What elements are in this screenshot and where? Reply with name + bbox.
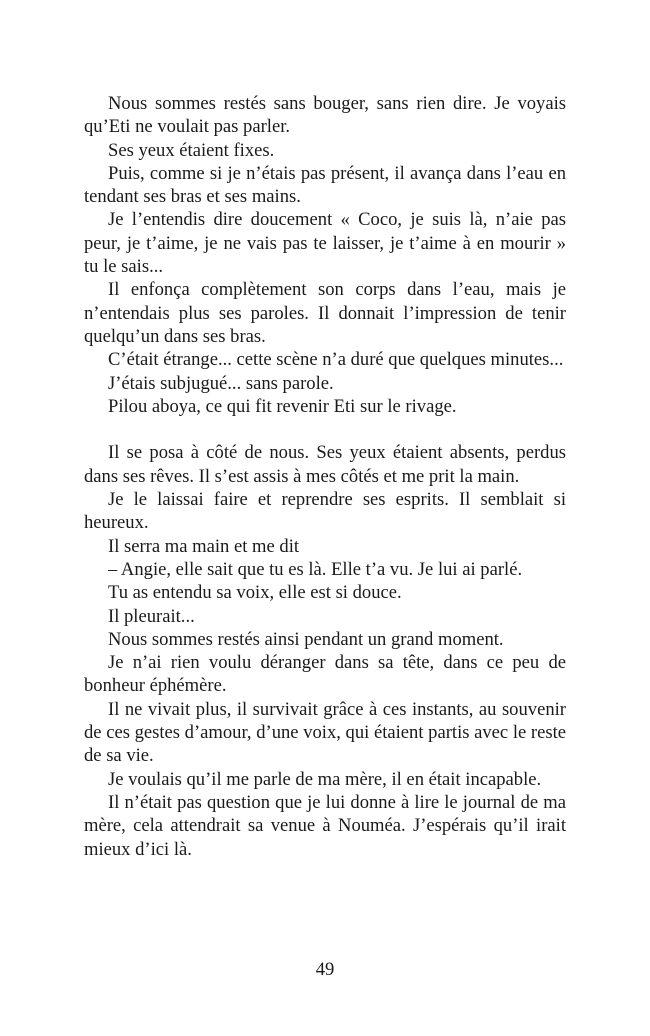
paragraph: Tu as entendu sa voix, elle est si douce. (108, 582, 402, 604)
paragraph: Je l’entendis dire doucement « Coco, je suis là, n’aie pas peur, je t’aime, je ne vais pas te laisser, je t’aime à en mourir » tu le sais... (84, 209, 566, 278)
paragraph: Je n’ai rien voulu déranger dans sa tête, dans ce peu de bonheur éphémère. (84, 652, 566, 697)
paragraph: – Angie, elle sait que tu es là. Elle t’a vu. Je lui ai parlé. (108, 558, 523, 580)
paragraph: Il pleurait... (108, 605, 195, 627)
paragraph: C’était étrange... cette scène n’a duré que quelques minutes... (108, 349, 564, 371)
section-break (84, 418, 566, 441)
paragraph: Nous sommes restés ainsi pendant un grand moment. (108, 628, 504, 650)
page-number: 49 (315, 959, 335, 980)
paragraph: Puis, comme si je n’étais pas présent, il avança dans l’eau en tendant ses bras et ses mains. (84, 162, 566, 208)
paragraph: Nous sommes restés sans bouger, sans rien dire. Je voyais qu’Eti ne voulait pas parler. (84, 93, 566, 138)
paragraph: Il se posa à côté de nous. Ses yeux étaient absents, perdus dans ses rêves. Il s’est assis à mes côtés et me prit la main. (84, 442, 566, 487)
page-body (84, 92, 566, 861)
paragraph: Pilou aboya, ce qui fit revenir Eti sur le rivage. (108, 395, 457, 417)
paragraph: Il ne vivait plus, il survivait grâce à ces instants, au souvenir de ces gestes d’amour, d’une voix, qui étaient partis avec le reste de sa vie. (84, 698, 566, 767)
paragraph: J’étais subjugué... sans parole. (108, 372, 334, 394)
paragraph: Il serra ma main et me dit (108, 535, 300, 557)
paragraph: Je le laissai faire et reprendre ses esprits. Il semblait si heureux. (84, 489, 566, 534)
paragraph: Je voulais qu’il me parle de ma mère, il en était incapable. (108, 768, 542, 790)
paragraph: Il n’était pas question que je lui donne à lire le journal de ma mère, cela attendrait sa venue à Nouméa. J’espérais qu’il irait mieux d’ici là. (84, 791, 566, 860)
paragraph: Ses yeux étaient fixes. (108, 139, 275, 161)
paragraph: Il enfonça complètement son corps dans l’eau, mais je n’entendais plus ses paroles. Il donnait l’impression de tenir quelqu’un dans ses bras. (84, 279, 566, 347)
